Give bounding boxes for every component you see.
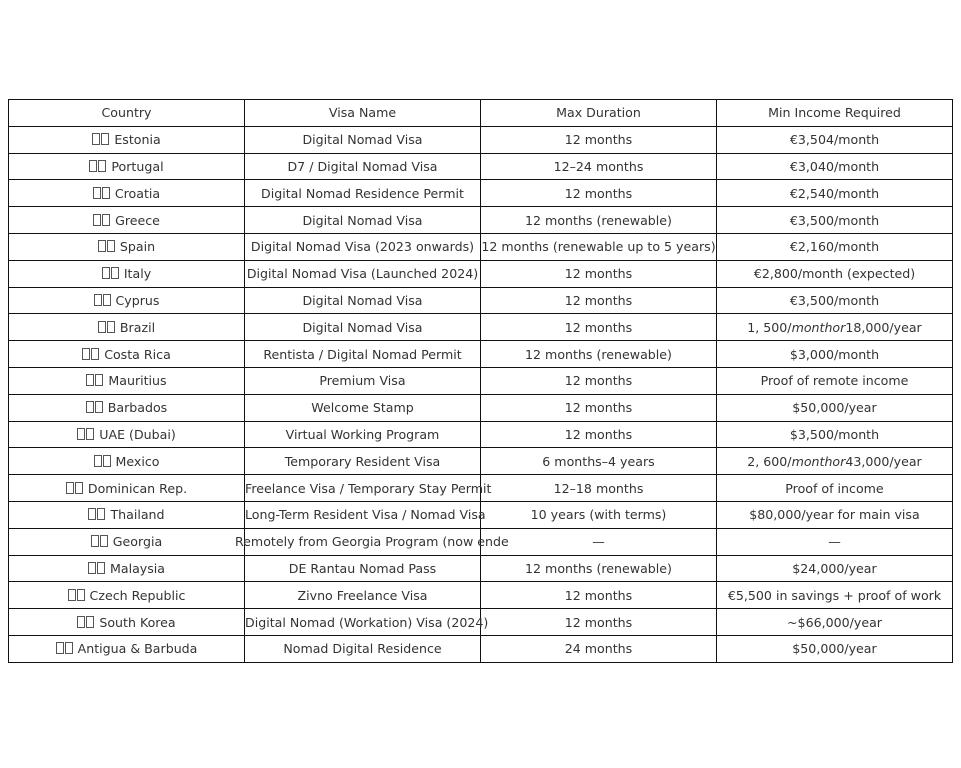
country-cell <box>9 153 245 180</box>
max-duration-cell: 12 months <box>481 287 717 314</box>
country-name: Brazil <box>119 319 156 335</box>
min-income-cell: Proof of income <box>717 475 953 502</box>
visa-name-cell: Freelance Visa / Temporary Stay Permit <box>245 475 481 502</box>
min-income-cell: $50,000/year <box>717 635 953 662</box>
table-row <box>9 555 953 582</box>
min-income-cell: $24,000/year <box>717 555 953 582</box>
visa-name-cell: Nomad Digital Residence <box>245 635 481 662</box>
visa-name-cell: Digital Nomad Visa <box>245 287 481 314</box>
max-duration-cell: 12 months <box>481 126 717 153</box>
table-row <box>9 421 953 448</box>
min-income-cell: Proof of remote income <box>717 367 953 394</box>
visa-table <box>8 99 953 663</box>
country-name: Estonia <box>114 132 161 148</box>
country-cell <box>9 341 245 368</box>
max-duration-cell: 6 months–4 years <box>481 448 717 475</box>
min-income-cell: — <box>717 528 953 555</box>
country-cell <box>9 555 245 582</box>
country-name: Georgia <box>112 534 163 550</box>
min-income-cell: €3,500/month <box>717 287 953 314</box>
table-row <box>9 582 953 609</box>
country-name: Portugal <box>111 158 164 174</box>
max-duration-cell: 24 months <box>481 635 717 662</box>
visa-name-cell: Digital Nomad Residence Permit <box>245 180 481 207</box>
country-cell <box>9 207 245 234</box>
table-row <box>9 153 953 180</box>
flag-icon <box>82 347 100 362</box>
min-income-cell: €3,504/month <box>717 126 953 153</box>
country-cell <box>9 287 245 314</box>
max-duration-cell: 12 months <box>481 394 717 421</box>
table-row <box>9 233 953 260</box>
country-cell <box>9 475 245 502</box>
min-income-cell <box>717 314 953 341</box>
table-row <box>9 287 953 314</box>
country-name: Antigua & Barbuda <box>77 641 198 657</box>
max-duration-cell: 12 months (renewable) <box>481 207 717 234</box>
max-duration-cell: 12–24 months <box>481 153 717 180</box>
country-cell <box>9 314 245 341</box>
min-income-cell: €2,800/month (expected) <box>717 260 953 287</box>
country-cell <box>9 635 245 662</box>
country-name: Greece <box>115 212 160 228</box>
max-duration-cell: 12 months <box>481 582 717 609</box>
min-income-cell: ~$66,000/year <box>717 609 953 636</box>
min-income-cell: €2,160/month <box>717 233 953 260</box>
min-income-cell: €5,500 in savings + proof of work <box>717 582 953 609</box>
min-income-cell: $3,000/month <box>717 341 953 368</box>
flag-icon <box>91 534 109 549</box>
table-row <box>9 635 953 662</box>
country-cell <box>9 528 245 555</box>
income-part: 2, 600/ <box>747 453 792 469</box>
table-row <box>9 180 953 207</box>
country-name: Costa Rica <box>104 346 171 362</box>
flag-icon <box>88 561 106 576</box>
min-income-cell: $80,000/year for main visa <box>717 501 953 528</box>
visa-name-cell: Premium Visa <box>245 367 481 394</box>
min-income-cell <box>717 448 953 475</box>
min-income-cell: $50,000/year <box>717 394 953 421</box>
visa-name-cell: Digital Nomad Visa (Launched 2024) <box>245 260 481 287</box>
country-cell <box>9 180 245 207</box>
table-row <box>9 207 953 234</box>
flag-icon <box>88 507 106 522</box>
country-name: South Korea <box>99 614 176 630</box>
flag-icon <box>66 481 84 496</box>
country-cell <box>9 501 245 528</box>
flag-icon <box>77 427 95 442</box>
country-name: Barbados <box>107 400 168 416</box>
header-min-income: Min Income Required <box>717 100 953 127</box>
flag-icon <box>68 588 86 603</box>
country-name: Italy <box>123 266 152 282</box>
min-income-cell: €3,500/month <box>717 207 953 234</box>
country-cell <box>9 260 245 287</box>
visa-name-cell: Digital Nomad Visa <box>245 314 481 341</box>
max-duration-cell: 10 years (with terms) <box>481 501 717 528</box>
country-cell <box>9 609 245 636</box>
visa-name-cell: Digital Nomad Visa <box>245 207 481 234</box>
max-duration-cell: 12–18 months <box>481 475 717 502</box>
visa-name-cell: Remotely from Georgia Program (now ende <box>245 528 481 555</box>
country-cell <box>9 582 245 609</box>
country-name: Mauritius <box>108 373 167 389</box>
visa-name-cell: Welcome Stamp <box>245 394 481 421</box>
country-cell <box>9 367 245 394</box>
visa-name-cell: Rentista / Digital Nomad Permit <box>245 341 481 368</box>
max-duration-cell: 12 months (renewable) <box>481 555 717 582</box>
flag-icon <box>56 641 74 656</box>
table-row <box>9 448 953 475</box>
table-row <box>9 609 953 636</box>
country-cell <box>9 421 245 448</box>
header-max-duration: Max Duration <box>481 100 717 127</box>
country-name: Croatia <box>114 185 161 201</box>
table-row <box>9 528 953 555</box>
table-row <box>9 126 953 153</box>
table-row <box>9 394 953 421</box>
visa-name-cell: D7 / Digital Nomad Visa <box>245 153 481 180</box>
country-cell <box>9 448 245 475</box>
header-row <box>9 100 953 127</box>
country-name: Spain <box>119 239 156 255</box>
visa-name-cell: Digital Nomad (Workation) Visa (2024) <box>245 609 481 636</box>
income-part: monthor <box>791 319 846 335</box>
flag-icon <box>86 373 104 388</box>
max-duration-cell: 12 months <box>481 609 717 636</box>
max-duration-cell: 12 months (renewable) <box>481 341 717 368</box>
visa-name-cell: DE Rantau Nomad Pass <box>245 555 481 582</box>
max-duration-cell: 12 months <box>481 367 717 394</box>
table-row <box>9 260 953 287</box>
flag-icon <box>89 159 107 174</box>
flag-icon <box>98 239 116 254</box>
visa-name-cell: Temporary Resident Visa <box>245 448 481 475</box>
max-duration-cell: 12 months <box>481 260 717 287</box>
flag-icon <box>102 266 120 281</box>
visa-name-cell: Zivno Freelance Visa <box>245 582 481 609</box>
flag-icon <box>98 320 116 335</box>
flag-icon <box>77 615 95 630</box>
country-name: Cyprus <box>115 292 160 308</box>
table-row <box>9 367 953 394</box>
max-duration-cell: 12 months <box>481 421 717 448</box>
income-part: monthor <box>791 453 846 469</box>
country-cell <box>9 394 245 421</box>
flag-icon <box>94 293 112 308</box>
min-income-cell: $3,500/month <box>717 421 953 448</box>
country-name: Czech Republic <box>89 587 186 603</box>
table-row <box>9 475 953 502</box>
country-name: Dominican Rep. <box>87 480 188 496</box>
country-name: Mexico <box>115 453 160 469</box>
min-income-cell: €2,540/month <box>717 180 953 207</box>
country-cell <box>9 233 245 260</box>
flag-icon <box>86 400 104 415</box>
visa-name-cell: Long-Term Resident Visa / Nomad Visa <box>245 501 481 528</box>
visa-name-cell: Digital Nomad Visa <box>245 126 481 153</box>
table-row <box>9 341 953 368</box>
flag-icon <box>93 213 111 228</box>
table-row <box>9 314 953 341</box>
max-duration-cell: — <box>481 528 717 555</box>
flag-icon <box>93 186 111 201</box>
country-name: Thailand <box>110 507 165 523</box>
header-visa-name: Visa Name <box>245 100 481 127</box>
header-country: Country <box>9 100 245 127</box>
country-cell <box>9 126 245 153</box>
flag-icon <box>92 132 110 147</box>
visa-name-cell: Digital Nomad Visa (2023 onwards) <box>245 233 481 260</box>
income-part: 18,000/year <box>845 319 922 335</box>
country-name: UAE (Dubai) <box>99 426 176 442</box>
visa-name-cell: Virtual Working Program <box>245 421 481 448</box>
income-part: 43,000/year <box>845 453 922 469</box>
income-part: 1, 500/ <box>747 319 792 335</box>
max-duration-cell: 12 months <box>481 314 717 341</box>
min-income-cell: €3,040/month <box>717 153 953 180</box>
table-row <box>9 501 953 528</box>
country-name: Malaysia <box>109 560 166 576</box>
flag-icon <box>94 454 112 469</box>
max-duration-cell: 12 months (renewable up to 5 years) <box>481 233 717 260</box>
max-duration-cell: 12 months <box>481 180 717 207</box>
